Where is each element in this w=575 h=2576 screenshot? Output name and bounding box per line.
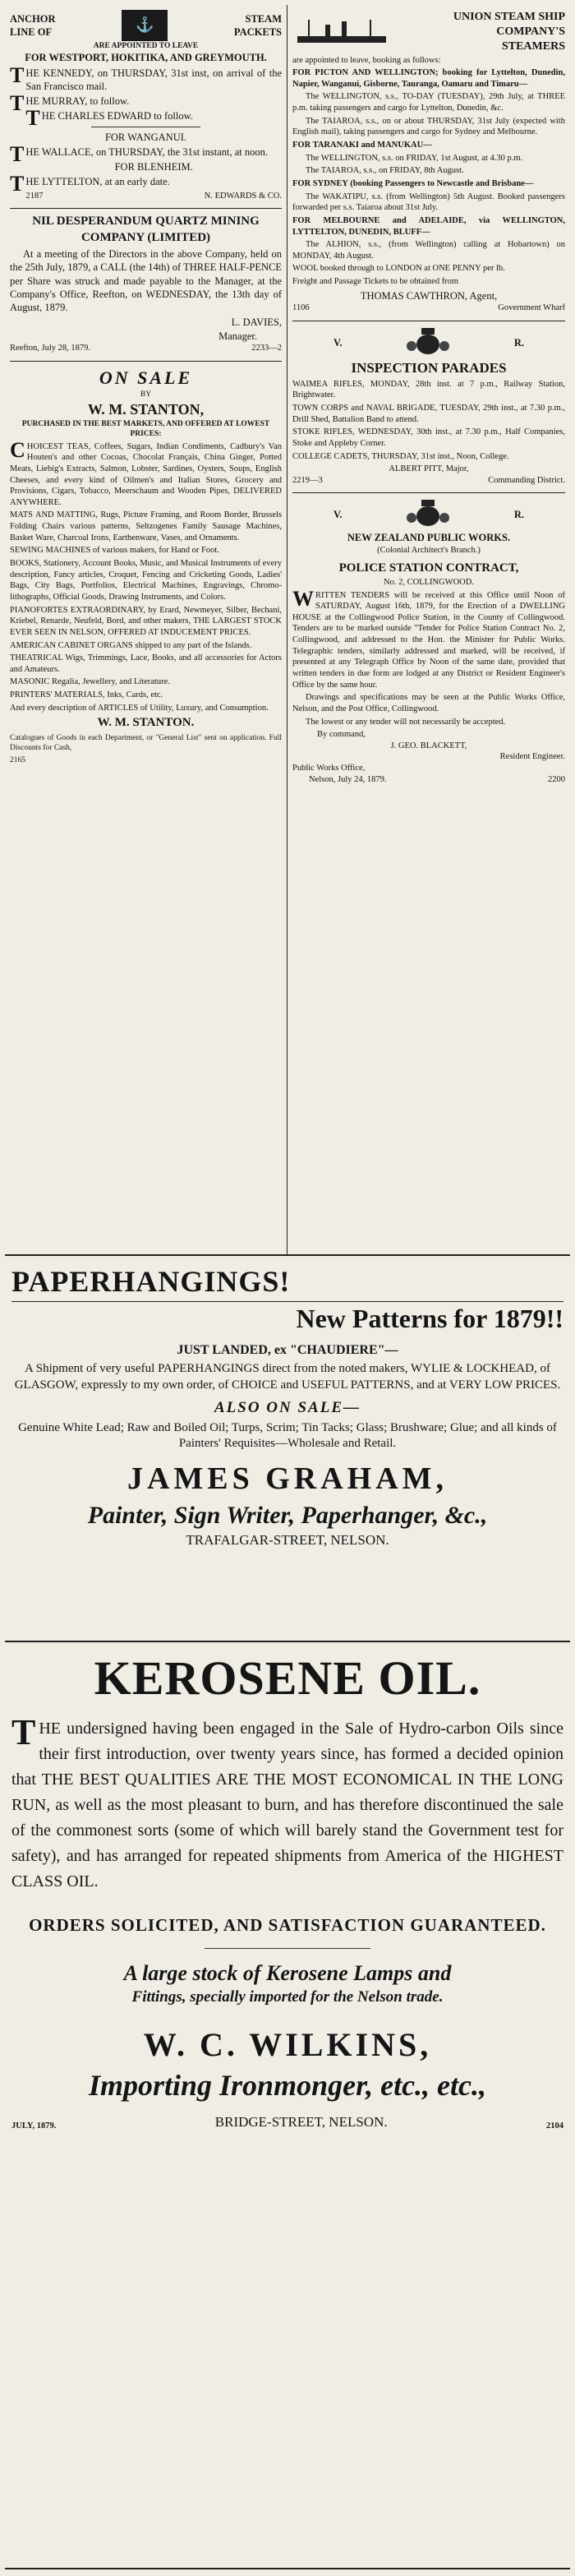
anchor-wallace: THE WALLACE, on THURSDAY, the 31st instant, at noon. — [10, 141, 269, 166]
pap-body: A Shipment of very useful PAPERHANGINGS direct from the noted makers, WYLIE & LOCKHEAD, of GLASGOW, expressly to my own order, of CHOICE and USEFUL PATTERNS, and at VERY LOW PRICES. — [14, 1362, 561, 1392]
union-wellington-2: The WELLINGTON, s.s. on FRIDAY, 1st August, at 4.30 p.m. — [306, 153, 523, 163]
works-lowest: The lowest or any tender will not necessarily be accepted. — [306, 717, 506, 727]
anchor-dest-blenheim: FOR BLENHEIM. — [114, 161, 193, 173]
anchor-charles-edward: THE CHARLES EDWARD to follow. — [25, 106, 193, 131]
nil-title: NIL DESPERANDUM QUARTZ MINING COMPANY (LIMITED) — [32, 215, 260, 244]
union-wellington-1: The WELLINGTON, s.s., TO-DAY (TUESDAY), 29th July, at THREE p.m. taking passengers and cargo for Lyttelton, Dunedin, &c. — [292, 92, 565, 113]
kero-date: JULY, 1879. — [12, 2121, 57, 2131]
pap-title: PAPERHANGINGS! — [12, 1263, 564, 1302]
anchor-lyttelton: THE LYTTELTON, at an early date. — [10, 172, 170, 196]
graham-trade: Painter, Sign Writer, Paperhanger, &c., — [87, 1502, 488, 1530]
union-taiaroa-2: The TAIAROA, s.s., on FRIDAY, 8th August. — [306, 166, 464, 176]
sale-note: Catalogues of Goods in each Department, or "General List" sent on application. Full Discounts for Cash, — [10, 733, 282, 753]
works-contract: POLICE STATION CONTRACT, — [338, 561, 519, 575]
anchor-dest-wanganui: FOR WANGANUI. — [104, 131, 187, 143]
sale-item-organs: AMERICAN CABINET ORGANS shipped to any part of the Islands. — [10, 640, 252, 650]
union-dest-sydney: FOR SYDNEY (booking Passengers to Newcastle and Brisbane— — [292, 178, 534, 188]
works-sub: (Colonial Architect's Branch.) — [377, 545, 481, 555]
inspection-stoke: STOKE RIFLES, WEDNESDAY, 30th inst., at 7.30 p.m., Half Companies, Stoke and Appleby Corner. — [292, 427, 565, 448]
works-drawings: Drawings and specifications may be seen at the Public Works Office, Nelson, and the Post Office, Collingwood. — [292, 693, 565, 713]
nil-body: At a meeting of the Directors in the above Company, held on the 25th July, 1879, a CALL (the 14th) of THREE HALF-PENCE per Share was struck and made payable to the Manager, at the Company's Office, Reefton, on WEDNESDAY, the 13th day of August, 1879. — [10, 248, 282, 314]
anchor-agent: N. EDWARDS & CO. — [204, 191, 282, 201]
union-freight: Freight and Passage Tickets to be obtained from — [292, 277, 459, 287]
crest-r: R. — [513, 336, 524, 349]
graham-name: JAMES GRAHAM, — [126, 1461, 448, 1496]
sale-item-teas: CHOICEST TEAS, Coffees, Sugars, Indian Condiments, Cadbury's Van Houten's and other Cocoas, Chocolat Français, China Ginger, Potted Meats, Liebig's Extracts, Salmon, Lobster, Sardines, Oysters, Soups, English Cheeses, and every kind of Oilmen's and Italian Stores, Grocery and Provisions, Cigars, Tobacco, Meerschaum and Wooden Pipes, DELIVERED ANYWHERE. — [10, 437, 282, 507]
crest-r-2: R. — [513, 509, 524, 521]
union-title: UNION STEAM SHIP COMPANY'S STEAMERS — [453, 11, 565, 53]
kero-title: KEROSENE OIL. — [94, 1651, 481, 1705]
union-wharf: Government Wharf — [498, 302, 565, 312]
anchor-ref: 2187 — [25, 191, 44, 201]
anchor-kennedy: THE KENNEDY, on THURSDAY, 31st inst, on arrival of the San Francisco mail. — [10, 62, 282, 92]
nil-role: Manager. — [218, 330, 257, 342]
nil-place: Reefton, July 28, 1879. — [10, 343, 90, 353]
union-wool: WOOL booked through to LONDON at ONE PENNY per lb. — [292, 264, 505, 274]
union-agent: THOMAS CAWTHRON, Agent, — [360, 289, 498, 302]
anchor-flag-icon: ⚓ — [122, 10, 168, 41]
works-body: WRITTEN TENDERS will be received at this Office until Noon of SATURDAY, August 16th, 1879, for the Erection of a DWELLING HOUSE at the Collingwood Police Station, in the County of Collingwood. Tenders are to be marked outside "Tender for Police Station Contract No. 2, Collingwood, and addressed to the Hon. the Minister for Public Works. Telegraphic tenders, similarly addressed and marked, will be received, if presented at any Telegraph Office by Noon of the same date, provided that written tenders in due form are lodged at any District or Resident Engineer's Office by the same hour. — [292, 586, 565, 690]
union-taiaroa-1: The TAIAROA, s.s., on or about THURSDAY, 31st July (expected with English mail), taking passengers and cargo for Sydney and Melbourne. — [292, 116, 565, 137]
stanton-sale-ad — [10, 362, 282, 772]
kero-stock: A large stock of Kerosene Lamps and — [123, 1961, 452, 1986]
nil-desperandum-ad — [10, 209, 282, 361]
kero-ref: 2104 — [546, 2121, 564, 2131]
sale-item-mats: MATS AND MATTING, Rugs, Picture Framing, and Room Border, Brussels Folding Chairs various patterns, Seltzogenes Family Sausage Machines, Basket Ware, Charcoal Irons, Earthenware, Vases, and Ornaments. — [10, 510, 282, 542]
divider — [205, 1948, 370, 1949]
union-steam-ad — [292, 5, 565, 321]
anchor-header — [10, 10, 282, 41]
kero-orders: ORDERS SOLICITED, AND SATISFACTION GUARANTEED. — [29, 1914, 546, 1935]
sale-item-printers: PRINTERS' MATERIALS, Inks, Cards, etc. — [10, 690, 163, 700]
pap-sub: New Patterns for 1879!! — [296, 1303, 564, 1333]
royal-crest-icon — [403, 498, 453, 531]
inspection-parades-ad — [292, 321, 565, 494]
works-office: Public Works Office, — [292, 764, 366, 773]
sale-by: BY — [140, 390, 152, 399]
crest-v: V. — [334, 336, 343, 349]
anchor-dest-westport: FOR WESTPORT, HOKITIKA, AND GREYMOUTH. — [25, 52, 267, 64]
sale-purchased: PURCHASED IN THE BEST MARKETS, AND OFFERED AT LOWEST PRICES: — [21, 419, 270, 439]
graham-address: TRAFALGAR-STREET, NELSON. — [186, 1532, 389, 1549]
public-works-ad — [292, 493, 565, 792]
anchor-head-right: STEAM — [245, 12, 282, 25]
sale-signature: W. M. STANTON. — [97, 716, 195, 730]
inspection-role: Commanding District. — [488, 475, 565, 485]
sale-item-utility: And every description of ARTICLES of Utility, Luxury, and Consumption. — [10, 703, 269, 713]
sale-name: W. M. STANTON, — [87, 400, 205, 418]
works-by: By command, — [317, 730, 366, 740]
union-appointed: are appointed to leave, booking as follows: — [292, 55, 441, 65]
works-sig: J. GEO. BLACKETT, — [390, 741, 467, 750]
kero-stock2: Fittings, specially imported for the Nelson trade. — [131, 1987, 444, 2006]
steamship-icon — [292, 16, 391, 48]
paperhangings-ad — [5, 1254, 570, 1641]
left-column — [5, 5, 288, 1254]
union-wakatipu: The WAKATIPU, s.s. (from Wellington) 5th August. Booked passengers forwarded per s.s. Taiaroa about 31st July. — [292, 192, 565, 213]
two-column-section — [5, 5, 570, 1254]
sale-item-masonic: MASONIC Regalia, Jewellery, and Literature. — [10, 677, 170, 687]
wilkins-name: W. C. WILKINS, — [143, 2026, 432, 2064]
inspection-ref: 2219—3 — [292, 475, 323, 485]
kero-body-wrap — [12, 1711, 564, 1895]
sale-title: ON SALE — [99, 367, 193, 388]
works-title: NEW ZEALAND PUBLIC WORKS. — [347, 532, 511, 544]
inspection-college: COLLEGE CADETS, THURSDAY, 31st inst., Noon, College. — [292, 451, 509, 461]
sale-item-books: BOOKS, Stationery, Account Books, Music, and Musical Instruments of every description, Fancy articles, Croquet, Fencing and Cricketing Goods, Ladies' Bags, City Bags, Portfolios, Electrical Machines, Engravings, Chromo-lithographs, Official Goods, Drawing Instruments, and Colors. — [10, 559, 282, 602]
anchor-head-right2: PACKETS — [233, 26, 282, 38]
union-ref: 1106 — [292, 302, 310, 312]
sale-item-theatrical: THEATRICAL Wigs, Trimmings, Lace, Books, and all accessories for Actors and Amateurs. — [10, 653, 282, 674]
pap-also: ALSO ON SALE— — [214, 1399, 361, 1417]
union-dest-picton: FOR PICTON AND WELLINGTON; booking for Lyttelton, Dunedin, Napier, Wanganui, Gisborne, Tauranga, Oamaru and Timaru— — [292, 68, 565, 89]
royal-crest-icon — [403, 326, 453, 359]
nil-sig: L. DAVIES, — [231, 316, 282, 329]
inspection-town-corps: TOWN CORPS and NAVAL BRIGADE, TUESDAY, 29th inst., at 7.30 p.m., Drill Shed, Battalion Band to attend. — [292, 404, 565, 424]
kerosene-ad — [5, 1641, 570, 2569]
union-dest-melbourne: FOR MELBOURNE and ADELAIDE, via WELLINGTON, LYTTELTON, DUNEDIN, BLUFF— — [292, 215, 565, 237]
anchor-line-ad — [10, 5, 282, 209]
wilkins-trade: Importing Ironmonger, etc., etc., — [88, 2069, 487, 2103]
works-place: Nelson, July 24, 1879. — [309, 774, 387, 784]
kero-body: HE undersigned having been engaged in the Sale of Hydro-carbon Oils since their first introduction, over twenty years since, has formed a decided opinion that THE BEST QUALITIES ARE THE MOST ECONOMICAL IN THE LONG RUN, as well as the most pleasant to burn, and has therefore discontinued the sale of the commonest sorts (some of which will barely stand the Government test for safety), and has arranged for repeated shipments from America of the HIGHEST CLASS OIL. — [12, 1719, 564, 1890]
works-no: No. 2, COLLINGWOOD. — [384, 577, 474, 587]
anchor-appointed: ARE APPOINTED TO LEAVE — [93, 42, 199, 50]
works-role: Resident Engineer. — [499, 752, 565, 762]
inspection-title: INSPECTION PARADES — [351, 359, 507, 376]
works-ref: 2200 — [548, 774, 565, 784]
inspection-waimea: WAIMEA RIFLES, MONDAY, 28th inst. at 7 p.m., Railway Station, Brightwater. — [292, 379, 565, 400]
nil-ref: 2233—2 — [251, 343, 282, 353]
anchor-head-left: ANCHOR — [10, 12, 56, 25]
sale-ref: 2165 — [10, 755, 25, 764]
pap-landed: JUST LANDED, ex "CHAUDIERE"— — [177, 1343, 398, 1358]
union-alhion: The ALHION, s.s., (from Wellington) calling at Hobartown) on MONDAY, 4th August. — [292, 240, 565, 261]
inspection-sig: ALBERT PITT, Major, — [389, 464, 469, 474]
kero-address: BRIDGE-STREET, NELSON. — [214, 2114, 388, 2131]
kero-lead: T — [12, 1711, 36, 1752]
sale-item-sewing: SEWING MACHINES of various makers, for Hand or Foot. — [10, 546, 219, 556]
right-column — [288, 5, 570, 1254]
pap-also-body: Genuine White Lead; Raw and Boiled Oil; Turps, Scrim; Tin Tacks; Glass; Brushware; Glue; and all kinds of Painters' Requisites—Wholesale and Retail. — [18, 1420, 557, 1451]
crest-v-2: V. — [334, 509, 343, 521]
anchor-murray: THE MURRAY, to follow. — [10, 91, 130, 116]
anchor-head-left2: LINE OF — [10, 26, 53, 38]
union-dest-taranaki: FOR TARANAKI and MANUKAU— — [292, 141, 432, 150]
sale-item-pianofortes: PIANOFORTES EXTRAORDINARY, by Erard, Newmeyer, Silber, Bechani, Kriebel, Renarde, Neufeld, Bord, and other makers, THE LARGEST STOCK EVER SEEN IN NELSON, OFFERED AT INDUCEMENT PRICES. — [10, 605, 282, 637]
